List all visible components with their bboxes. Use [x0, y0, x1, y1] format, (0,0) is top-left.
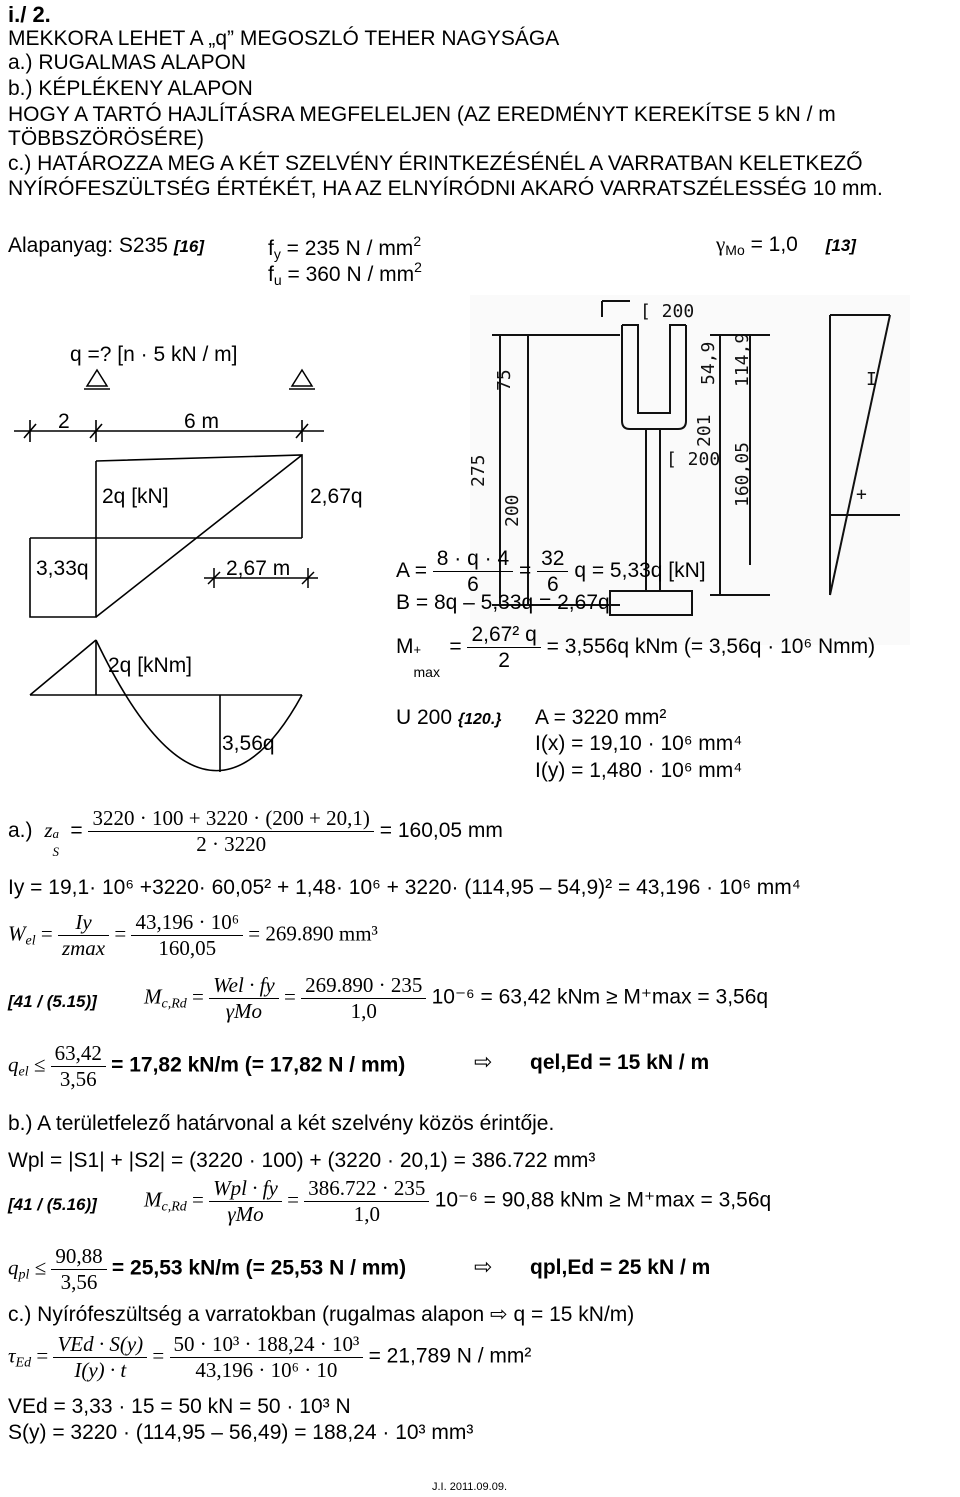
- section-label: 275: [468, 454, 489, 487]
- qpl-formula: $q_{pl}$ ≤ $\frac{90,88}{3,56}$ = 25,53 kN/m (= 25,53 N / mm): [8, 1244, 407, 1294]
- problem-id: i./ 2.: [8, 2, 51, 27]
- support-left-icon: [84, 370, 110, 389]
- mcrd-formula-b: $M_{c,Rd}$ = $\frac{\text{Wpl · fy}}{\text{γMo}}$ = $\frac{386.722 \cdot 235}{1,0}$ 10⁻⁶ = 90,88 kNm ≥ M⁺max = 3,56q: [144, 1176, 772, 1226]
- fu-line: $f_u = 360$ N / $mm^2$: [268, 259, 422, 288]
- support-right-icon: [289, 370, 315, 389]
- arrow-right-icon: ⇨: [474, 1254, 493, 1279]
- qpl-result: qpl,Ed = 25 kN / m: [530, 1256, 711, 1279]
- wpl-line: Wpl = |S1| + |S2| = (3220 · 100) + (3220 · 20,1) = 386.722 mm³: [8, 1149, 596, 1172]
- stress-sign-minus: I: [866, 369, 877, 390]
- shear-diagram: [30, 455, 302, 617]
- qel-result: qel,Ed = 15 kN / m: [530, 1051, 710, 1074]
- footer-signature: J.I. 2011.09.09.: [432, 1481, 508, 1493]
- section-label: 114,9: [732, 332, 753, 387]
- section-label: 160,05: [732, 441, 753, 507]
- tau-formula: $\tau_{Ed}$ = $\frac{\text{VEd · S(y)}}{I(y) \cdot t}$ = $\frac{\text{50 · 10³ · 188,24 · 10³}}{\text{43,196 · 10⁶ · 10}}$ = 21,789 N / mm²: [8, 1332, 532, 1382]
- span-right-label: 6 m: [184, 410, 220, 433]
- statement-line: b.) KÉPLÉKENY ALAPON: [8, 77, 253, 100]
- gamma-line: $\gamma_{Mo} = 1,0$ [13]: [716, 232, 856, 258]
- moment-label: 3,56q: [222, 732, 275, 755]
- sy-line: S(y) = 3220 · (114,95 – 56,49) = 188,24 · 10³ mm³: [8, 1421, 474, 1444]
- section-label: [ 200: [640, 301, 695, 322]
- shear-label: 3,33q: [36, 557, 89, 580]
- section-label: 200: [502, 494, 523, 527]
- wel-formula: $W_{el}$ = $\frac{Iy}{zmax}$ = $\frac{\text{43,196 · 10⁶}}{160,05}$ = 269.890 mm³: [8, 910, 378, 960]
- statement-line: MEKKORA LEHET A „q” MEGOSZLÓ TEHER NAGYSÁGA: [8, 27, 560, 50]
- profile-area: A = 3220 mm²: [535, 706, 667, 729]
- arrow-right-icon: ⇨: [474, 1049, 493, 1074]
- shear-label: 2q [kN]: [102, 485, 169, 508]
- material-label: Alapanyag: S235 [16]: [8, 234, 205, 257]
- statement-line: HOGY A TARTÓ HAJLÍTÁSRA MEGFELELJEN (AZ EREDMÉNYT KEREKÍTSE 5 kN / m: [8, 103, 836, 126]
- mcrd-ref-b: [41 / (5.16)]: [8, 1195, 97, 1214]
- fy-line: $f_y = 235$ N / $mm^2$: [268, 233, 422, 262]
- load-label: q =? [n · 5 kN / m]: [70, 343, 238, 366]
- profile-name: U 200 {120.}: [396, 706, 502, 729]
- stress-sign-plus: +: [856, 484, 867, 505]
- reaction-a: A = $\frac{8 \cdot q \cdot 4}{6}$ = $\frac{32}{6}$ q = 5,33q [kN]: [396, 547, 706, 596]
- statement-line: NYÍRÓFESZÜLTSÉG ÉRTÉKÉT, HA AZ ELNYÍRÓDNI AKARÓ VARRATSZÉLESSÉG 10 mm.: [8, 177, 883, 200]
- moment-label: 2q [kNm]: [108, 654, 193, 677]
- ved-line: VEd = 3,33 · 15 = 50 kN = 50 · 10³ N: [8, 1395, 351, 1418]
- mcrd-ref-a: [41 / (5.15)]: [8, 992, 97, 1011]
- section-label: 54,9: [698, 341, 719, 385]
- shear-label: 2,67q: [310, 485, 363, 508]
- span-left-label: 2: [58, 410, 70, 433]
- mcrd-formula-a: $M_{c,Rd}$ = $\frac{\text{Wel · fy}}{\text{γMo}}$ = $\frac{269.890 \cdot 235}{1,0}$ 10⁻⁶ = 63,42 kNm ≥ M⁺max = 3,56q: [144, 973, 769, 1023]
- qel-formula: $q_{el}$ ≤ $\frac{63,42}{3,56}$ = 17,82 kN/m (= 17,82 N / mm): [8, 1041, 406, 1091]
- part-c-title: c.) Nyírófeszültség a varratokban (rugalmas alapon ⇨ q = 15 kN/m): [8, 1303, 635, 1326]
- part-b-title: b.) A területfelező határvonal a két szelvény közös érintője.: [8, 1112, 555, 1135]
- section-label: 201: [694, 414, 715, 447]
- section-label: 75: [494, 369, 515, 391]
- statement-line: c.) HATÁROZZA MEG A KÉT SZELVÉNY ÉRINTKEZÉSÉNÉL A VARRATBAN KELETKEZŐ: [8, 152, 863, 175]
- profile-ix: I(x) = 19,10 · 10⁶ mm⁴: [535, 732, 743, 755]
- zero-shear-label: 2,67 m: [226, 557, 291, 580]
- moment-max: M + max = $\frac{\text{2,67² q}}{2}$ = 3,556q kNm (= 3,56q · 10⁶ Nmm): [396, 623, 876, 681]
- statement-line: TÖBBSZÖRÖSÉRE): [8, 127, 205, 150]
- iy-calculation: Iy = 19,1· 10⁶ +3220· 60,05² + 1,48· 10⁶ + 3220· (114,95 – 54,9)² = 43,196 · 10⁶ mm⁴: [8, 876, 801, 899]
- reaction-b: B = 8q – 5,33q = 2,67q: [396, 591, 610, 614]
- section-label: [ 200: [666, 449, 721, 470]
- statement-line: a.) RUGALMAS ALAPON: [8, 51, 247, 74]
- profile-iy: I(y) = 1,480 · 10⁶ mm⁴: [535, 759, 743, 782]
- centroid-formula: a.) z a S = $\frac{3220 \cdot 100 + 3220 \cdot (200 + 20,1)}{2 \cdot 3220}$ = 160,05 mm: [8, 806, 503, 860]
